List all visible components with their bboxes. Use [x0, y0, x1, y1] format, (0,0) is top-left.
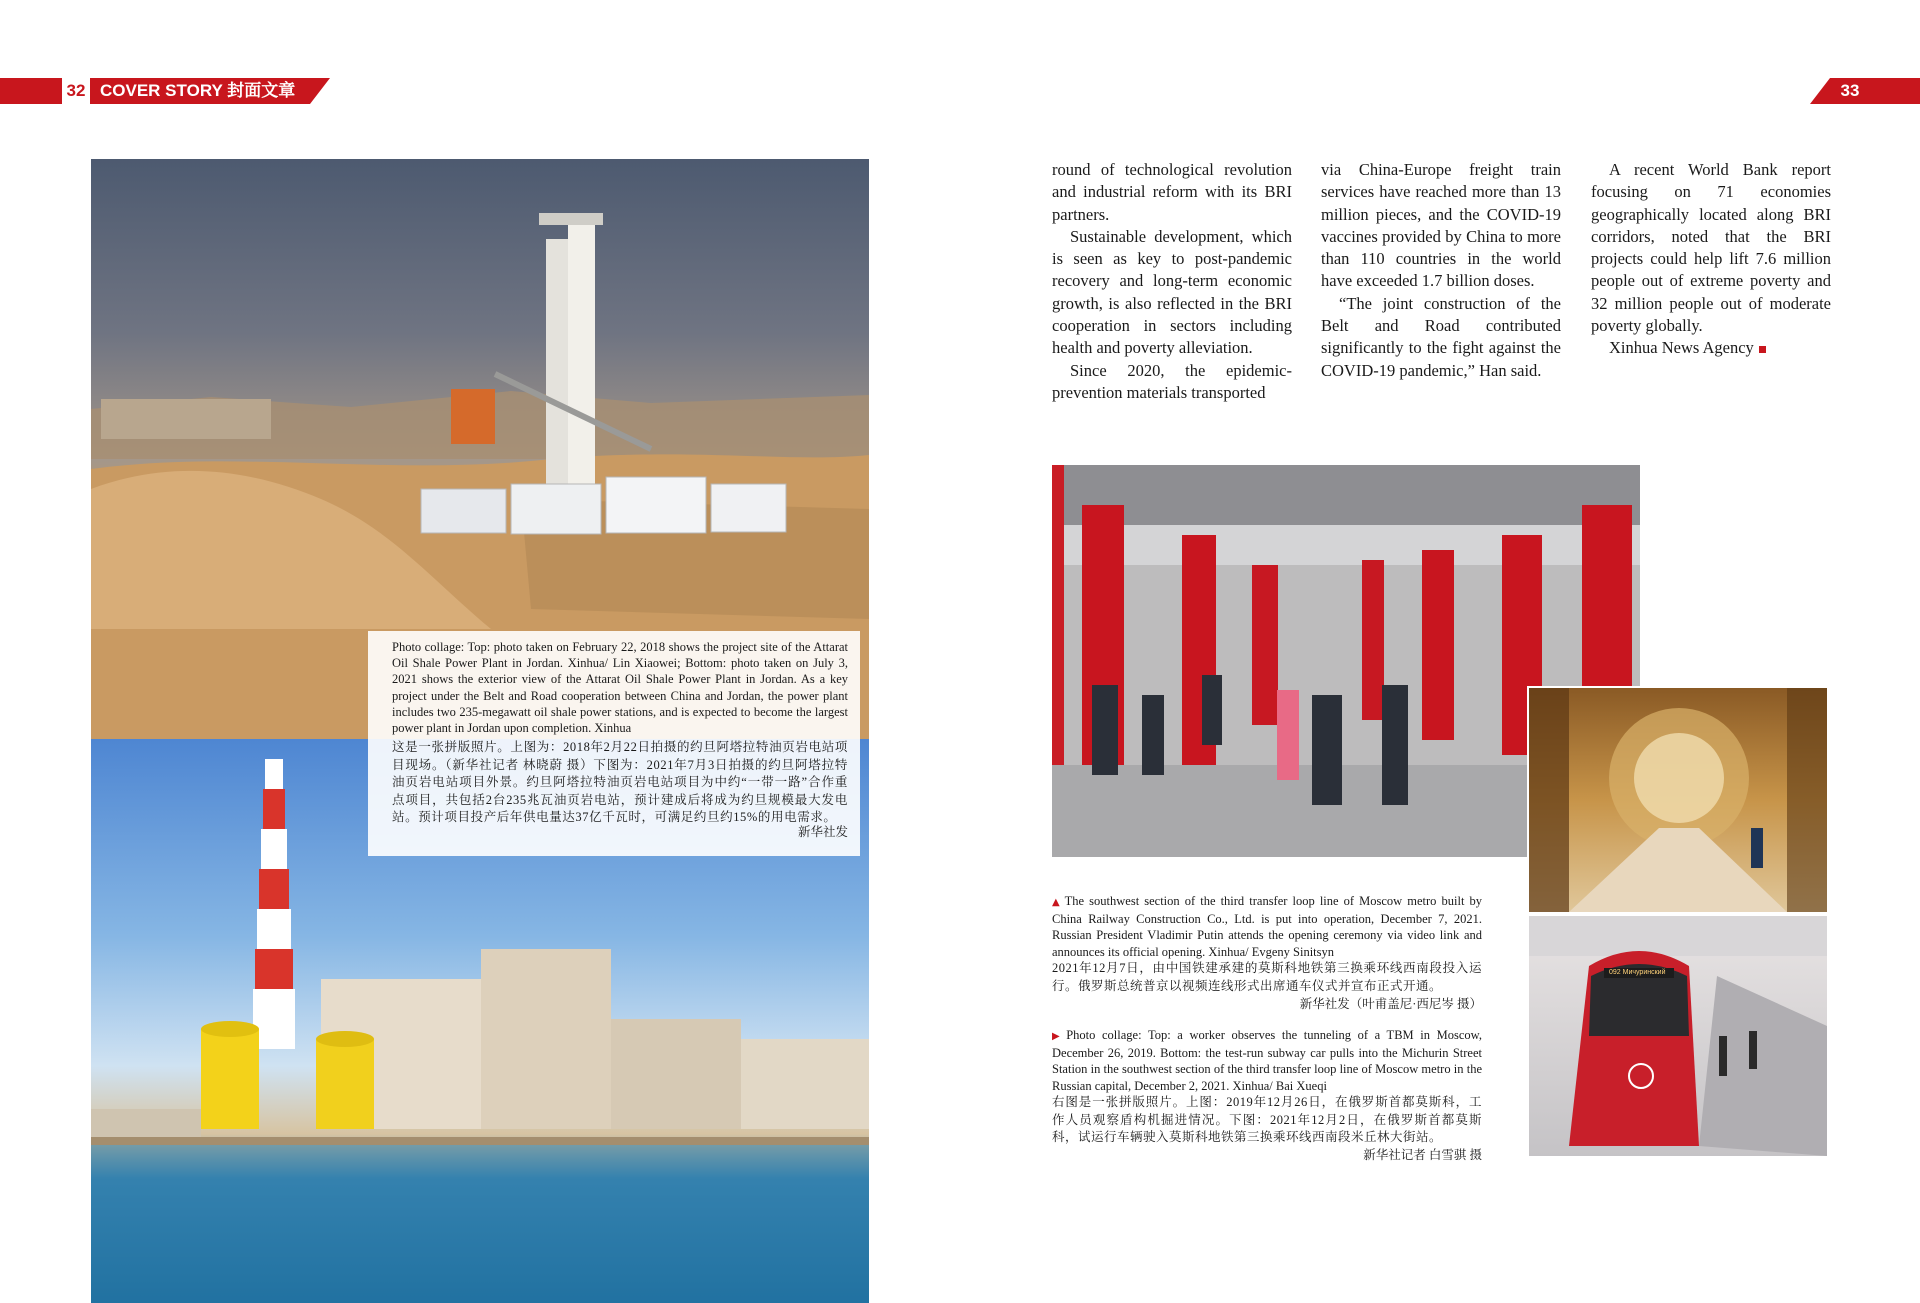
article-column-2	[1321, 159, 1561, 382]
tbm-tunnel-illustration	[1529, 688, 1827, 912]
left-collage-caption-en: Photo collage: Top: photo taken on February 22, 2018 shows the project site of the Attarat Oil Shale Power Plant in Jordan. Xinhua/ Lin Xiaowei; Bottom: photo taken on July 3, 2021 shows the exterior view of the Attarat Oil Shale Power Plant in Jordan. As a key project under the Belt and Road cooperation between China and Jordan, the power plant includes two 235-megawatt oil shale power stations, and is expected to become the largest power plant in Jordan upon completion. Xinhua	[392, 640, 848, 736]
end-mark-icon	[1759, 346, 1766, 353]
metro-caption-en-text: The southwest section of the third transfer loop line of Moscow metro built by China Railway Construction Co., Ltd. is put into operation, December 7, 2021. Russian President Vladimir Putin attends the opening ceremony via video link and announces its official opening. Xinhua/ Evgeny Sinitsyn	[1052, 894, 1482, 959]
metro-caption-en	[1052, 893, 1482, 960]
paragraph: via China-Europe freight train services have reached more than 13 million pieces, and the COVID-19 vaccines provided by China to more than 110 countries in the world have exceeded 1.7 billion doses.	[1321, 160, 1561, 291]
paragraph: round of technological revolution and industrial reform with its BRI partners.	[1052, 160, 1292, 224]
paragraph: Sustainable development, which is seen as key to post-pandemic recovery and long-term economic growth, is also reflected in the BRI cooperation in sectors including health and poverty alleviation.	[1052, 226, 1292, 358]
train-destination-display: 092 Мичуринский	[1609, 969, 1666, 976]
paragraph: “The joint construction of the Belt and Road contributed significantly to the fight against the COVID-19 pandemic,” Han said.	[1321, 293, 1561, 380]
byline-text: Xinhua News Agency	[1609, 338, 1754, 358]
photo-test-run-subway-car	[1527, 914, 1829, 1158]
page-number-right: 33	[1840, 81, 1860, 100]
collage-caption-en-text: Photo collage: Top: a worker observes the tunneling of a TBM in Moscow, December 26, 2019. Bottom: the test-run subway car pulls into the Michurin Street Station in the southwest section of the third transfer loop line of Moscow metro in the Russian capital, December 2, 2021. Xinhua/ Bai Xueqi	[1052, 1028, 1482, 1093]
collage-caption-credit: 新华社记者 白雪骐 摄	[1363, 1148, 1482, 1162]
arrow-right-icon: ▶	[1052, 1031, 1064, 1042]
metro-caption-zh: 2021年12月7日，由中国铁建承建的莫斯科地铁第三换乘环线西南段投入运行。俄罗斯总统普京以视频连线形式出席通车仪式并宣布正式开通。	[1052, 961, 1482, 993]
left-collage-caption-credit: 新华社发	[797, 825, 848, 839]
collage-caption-zh: 右图是一张拼版照片。上图：2019年12月26日，在俄罗斯首都莫斯科，工作人员观察盾构机掘进情况。下图：2021年12月2日，在俄罗斯首都莫斯科，试运行车辆驶入莫斯科地铁第三换乘环线西南段米丘林大街站。	[1052, 1095, 1482, 1144]
left-collage-caption-zh: 这是一张拼版照片。上图为：2018年2月22日拍摄的约旦阿塔拉特油页岩电站项目现场。（新华社记者 林晓蔚 摄）下图为：2021年7月3日拍摄的约旦阿塔拉特油页岩电站项目外景。约旦阿塔拉特油页岩电站项目为中约“一带一路”合作重点项目，共包括2台235兆瓦油页岩电站，预计建成后将成为约旦规模最大发电站。预计项目投产后年供电量达37亿千瓦时，可满足约旦约15%的用电需求。	[392, 740, 848, 824]
metro-caption-credit: 新华社发（叶甫盖尼·西尼岑 摄）	[1299, 997, 1482, 1011]
collage-caption-en	[1052, 1027, 1482, 1094]
section-title: COVER STORY 封面文章	[100, 81, 296, 100]
page-number-left: 32	[62, 78, 90, 104]
photo-tbm-tunneling	[1527, 686, 1829, 914]
paragraph: Since 2020, the epidemic-prevention materials transported	[1052, 360, 1292, 402]
paragraph: A recent World Bank report focusing on 71 economies geographically located along BRI corridors, noted that the BRI projects could help lift 7.6 million people out of extreme poverty and 32 million people out of moderate poverty globally.	[1591, 160, 1831, 336]
subway-train-illustration	[1529, 916, 1827, 1156]
byline	[1591, 337, 1831, 359]
arrow-up-icon: ▲	[1052, 897, 1062, 908]
article-column-3	[1591, 159, 1831, 360]
article-column-1	[1052, 159, 1292, 404]
